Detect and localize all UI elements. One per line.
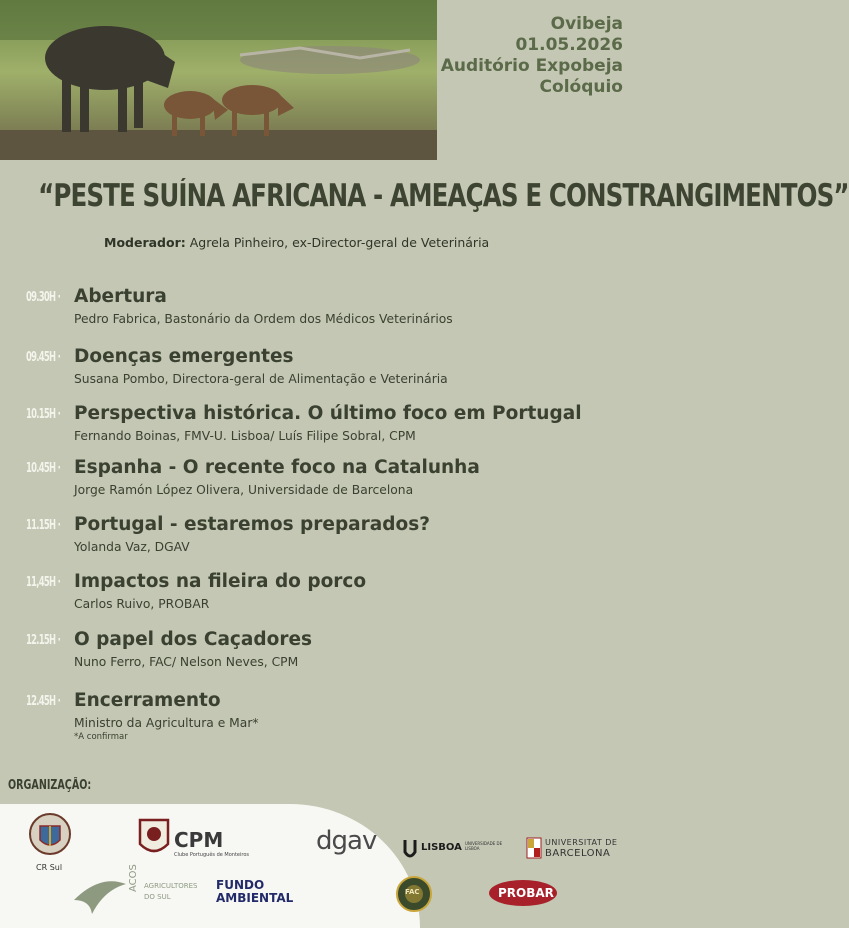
probar-label: PROBAR: [498, 886, 554, 900]
fundo-line2: AMBIENTAL: [216, 891, 294, 905]
program-time: 11.15H ·: [26, 518, 61, 533]
acos-label: ACOS: [128, 864, 139, 892]
organization-label: ORGANIZAÇÃO:: [8, 778, 92, 793]
event-date: 01.05.2026: [515, 35, 623, 55]
program-title: O papel dos Caçadores: [74, 629, 313, 650]
program-speaker: Jorge Ramón López Olivera, Universidade de Barcelona: [74, 483, 414, 497]
moderator-name: Agrela Pinheiro, ex-Director-geral de Veterinária: [189, 235, 490, 250]
fac-label: FAC: [405, 888, 420, 896]
program-note: *A confirmar: [74, 732, 128, 742]
program-speaker: Susana Pombo, Directora-geral de Alimentação e Veterinária: [74, 372, 448, 386]
crsul-label: CR Sul: [36, 863, 63, 872]
program-time: 10.45H ·: [26, 461, 61, 476]
program-title: Espanha - O recente foco na Catalunha: [74, 457, 480, 478]
program-time: 12.45H ·: [26, 694, 61, 709]
program-speaker: Carlos Ruivo, PROBAR: [74, 597, 210, 611]
ulisboa-logo: [403, 838, 417, 864]
program-time: 09.45H ·: [26, 350, 61, 365]
program-time: 12.15H ·: [26, 633, 61, 648]
barcelona-logo: [527, 838, 541, 862]
program-speaker: Pedro Fabrica, Bastonário da Ordem dos Médicos Veterinários: [74, 312, 453, 326]
program-speaker: Fernando Boinas, FMV-U. Lisboa/ Luís Filipe Sobral, CPM: [74, 429, 416, 443]
program-title: Abertura: [74, 286, 167, 307]
acos-line2: DO SUL: [144, 893, 171, 901]
acos-line1: AGRICULTORES: [144, 882, 198, 890]
program-speaker: Ministro da Agricultura e Mar*: [74, 716, 259, 730]
program-time: 09.30H ·: [26, 290, 61, 305]
ulisboa-label: LISBOA: [421, 842, 462, 853]
program-title: Encerramento: [74, 690, 221, 711]
cpm-logo: [136, 812, 172, 864]
barcelona-line2: BARCELONA: [545, 848, 611, 859]
fundo-line1: FUNDO: [216, 878, 265, 892]
event-info: [441, 14, 623, 98]
cpm-label: CPM: [174, 828, 224, 852]
moderator: [104, 235, 489, 250]
program-time: 11,45H ·: [26, 575, 61, 590]
page-title: “PESTE SUÍNA AFRICANA - AMEAÇAS E CONSTRANGIMENTOS”: [38, 178, 849, 214]
program-speaker: Yolanda Vaz, DGAV: [74, 540, 190, 554]
cpm-sub: Clube Português de Monteiros: [174, 852, 249, 858]
program-title: Impactos na fileira do porco: [74, 571, 367, 592]
program-title: Portugal - estaremos preparados?: [74, 514, 430, 535]
program-time: 10.15H ·: [26, 407, 61, 422]
event-venue: Auditório Expobeja: [440, 56, 623, 76]
fac-logo: [396, 876, 432, 916]
program-speaker: Nuno Ferro, FAC/ Nelson Neves, CPM: [74, 655, 299, 669]
moderator-label: Moderador:: [104, 235, 186, 250]
acos-logo: [70, 870, 130, 922]
crsul-logo: [28, 812, 72, 868]
program-title: Perspectiva histórica. O último foco em Portugal: [74, 403, 582, 424]
ulisboa-sub: UNIVERSIDADE DE LISBOA: [465, 841, 503, 851]
wild-boar-photo: [0, 0, 437, 160]
event-type: Colóquio: [539, 77, 623, 97]
program-title: Doenças emergentes: [74, 346, 294, 367]
organization-logos: [0, 798, 635, 928]
event-city: Ovibeja: [550, 14, 623, 34]
dgav-label: dgav: [316, 826, 377, 856]
barcelona-line1: UNIVERSITAT DE: [545, 838, 618, 847]
